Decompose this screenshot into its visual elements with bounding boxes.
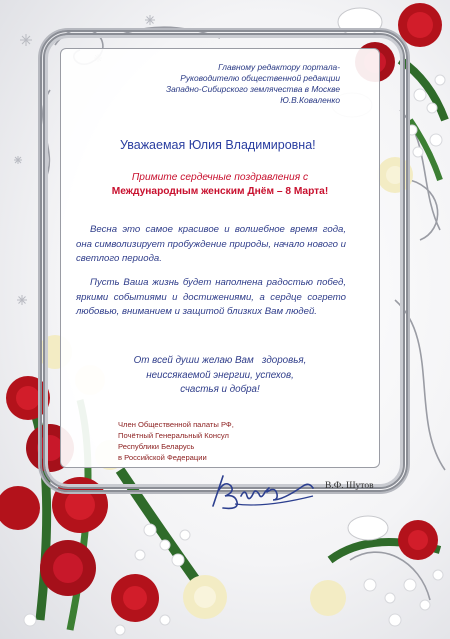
wish-line-2: неиссякаемой энергии, успехов, <box>146 369 294 381</box>
signatory-title-line: Член Общественной палаты РФ, <box>118 420 234 429</box>
greeting-heading: Уважаемая Юлия Владимировна! <box>120 138 316 152</box>
intro-line-1: Примите сердечные поздравления с <box>131 172 309 183</box>
bottom-right-bouquet <box>310 516 443 626</box>
wish-line-1: От всей души желаю Вам здоровья, <box>133 355 307 366</box>
handwritten-signature <box>205 470 320 515</box>
holiday-name: Международным женским Днём – 8 Марта! <box>111 186 329 197</box>
intro-line-2 <box>90 185 350 199</box>
signatory-title-line: Почётный Генеральный Консул <box>118 431 229 440</box>
addressee-line: Ю.В.Коваленко <box>280 95 340 105</box>
addressee-line: Руководителю общественной редакции <box>180 73 340 83</box>
signatory-title <box>118 419 234 463</box>
closing-wish <box>90 354 350 398</box>
addressee-line: Главному редактору портала- <box>218 62 340 72</box>
wish-line-3: счастья и добра! <box>180 384 260 395</box>
intro-text <box>90 171 350 199</box>
addressee-line: Западно-Сибирского землячества в Москве <box>165 84 340 94</box>
signatory-name: В.Ф. Шутов <box>325 481 374 491</box>
signatory-title-line: Республики Беларусь <box>118 442 195 451</box>
paragraph-spring: Весна это самое красивое и волшебное время года, она символизирует пробуждение природы, начало нового и светлого периода. <box>76 224 346 264</box>
signatory-title-line: в Российской Федерации <box>118 453 207 462</box>
addressee-block <box>120 62 340 106</box>
paragraph-wishes: Пусть Ваша жизнь будет наполнена радостью побед, яркими событиями и достижениями, а сердце согрето любовью, вниманием и защитой близких Вам людей. <box>76 277 346 317</box>
